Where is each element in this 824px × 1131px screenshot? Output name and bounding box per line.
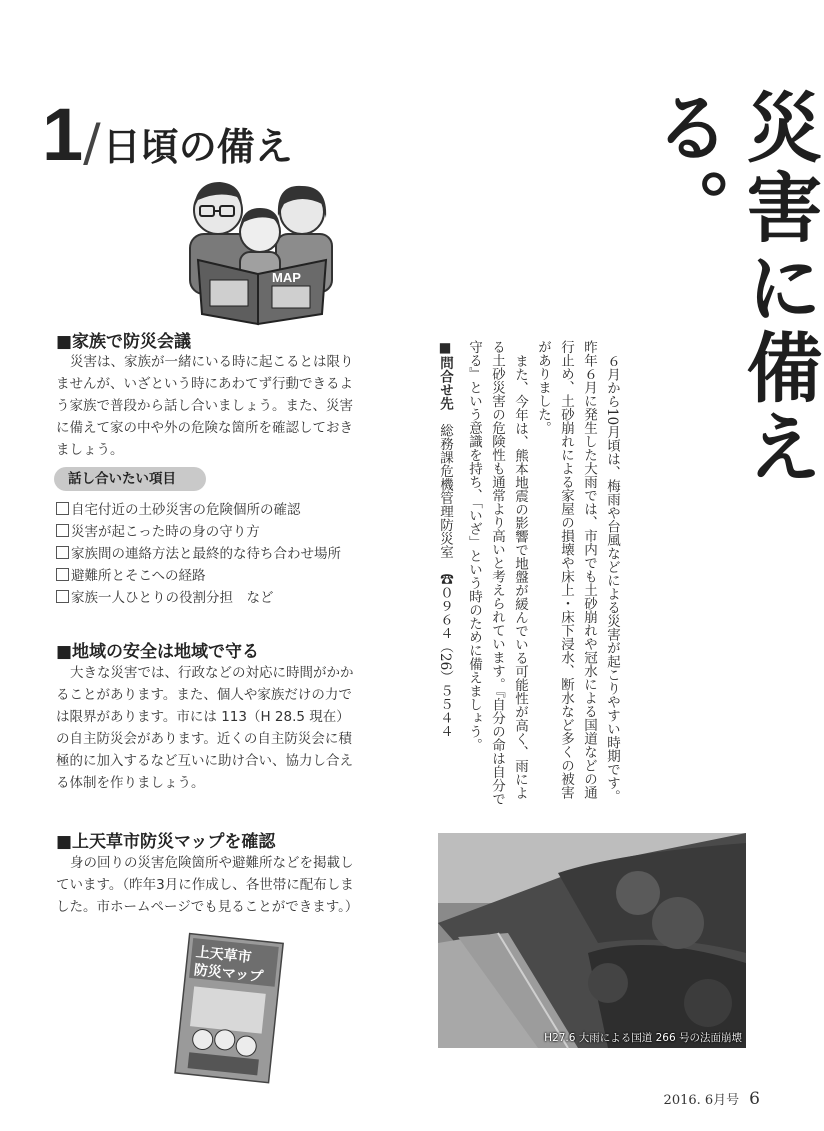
contact-line (433, 340, 456, 810)
intro-paragraph-2: また、今年は、熊本地震の影響で地盤が緩んでいる可能性が高く、雨による土砂災害の危険性も通常より高いと考えられています。『自分の命は自分で守る』という意識を持ち、「いざ」という時のために備えましょう。 (466, 340, 528, 806)
family-meeting-heading: ■家族で防災会議 (56, 332, 192, 352)
topic-item: 災害が起こった時の身の守り方 (56, 521, 341, 543)
topic-item: 避難所とそこへの経路 (56, 565, 341, 587)
family-map-illustration (180, 168, 340, 326)
section-title (42, 92, 293, 177)
page-number: 6 (749, 1089, 760, 1109)
contact-text: 総務課危機管理防災室 ☎０９６４（26）５５４４ (437, 423, 453, 738)
checkbox-icon (56, 524, 69, 537)
family-meeting-body: 災害は、家族が一緒にいる時に起こるとは限りませんが、いざという時にあわてず行動できるよう家族で普段から話し合いましょう。また、災害に備えて家の中や外の危険な箇所を確認しておきましょう。 (56, 354, 354, 458)
page-footer (664, 1089, 760, 1109)
intro-paragraph-1: ６月から10月頃は、梅雨や台風などによる災害が起こりやすい時期です。昨年６月に発生した大雨では、市内でも土砂崩れや冠水による国道などの通行止め、土砂崩れによる家屋の損壊や床上・床下浸水、断水など多くの被害がありました。 (535, 340, 620, 803)
topics-list (56, 499, 341, 609)
contact-label: ■問合せ先 (437, 340, 453, 410)
checkbox-icon (56, 502, 69, 515)
community-heading: ■地域の安全は地域で守る (56, 642, 260, 662)
intro-vertical-text (433, 340, 623, 810)
section-slash: / (83, 113, 101, 173)
headline: 災害に備える。 (642, 88, 823, 488)
topic-item: 家族一人ひとりの役割分担 など (56, 587, 341, 609)
checkbox-icon (56, 590, 69, 603)
hazard-map-heading: ■上天草市防災マップを確認 (56, 832, 276, 852)
community-body: 大きな災害では、行政などの対応に時間がかかることがあります。また、個人や家族だけの力では限界があります。市には 113（H 28.5 現在）の自主防災会があります。近くの自主防災会に積極的に加入するなど互いに助け合い、協力し合える体制を作りましょう。 (56, 665, 354, 791)
cover-title-line2: 防災マップ (193, 962, 264, 986)
topic-item: 家族間の連絡方法と最終的な待ち合わせ場所 (56, 543, 341, 565)
section-title-text: 日頃の備え (102, 125, 293, 169)
issue-label: 2016. 6月号 (663, 1093, 740, 1108)
landslide-photo (438, 833, 746, 1048)
hazard-map-cover (172, 934, 284, 1084)
hazard-map-body: 身の回りの災害危険箇所や避難所などを掲載しています。（昨年3月に作成し、各世帯に配布しました。市ホームページでも見ることができます。） (56, 855, 359, 915)
section-number: 1 (42, 93, 82, 176)
photo-caption: H27.6 大雨による国道 266 号の法面崩壊 (544, 1032, 742, 1044)
topic-item: 自宅付近の土砂災害の危険個所の確認 (56, 499, 341, 521)
cover-title-line1: 上天草市 (194, 944, 253, 967)
checkbox-icon (56, 568, 69, 581)
checkbox-icon (56, 546, 69, 559)
landslide-photo-image (438, 833, 746, 1048)
topics-label: 話し合いたい項目 (54, 467, 206, 491)
map-label: MAP (272, 270, 301, 285)
